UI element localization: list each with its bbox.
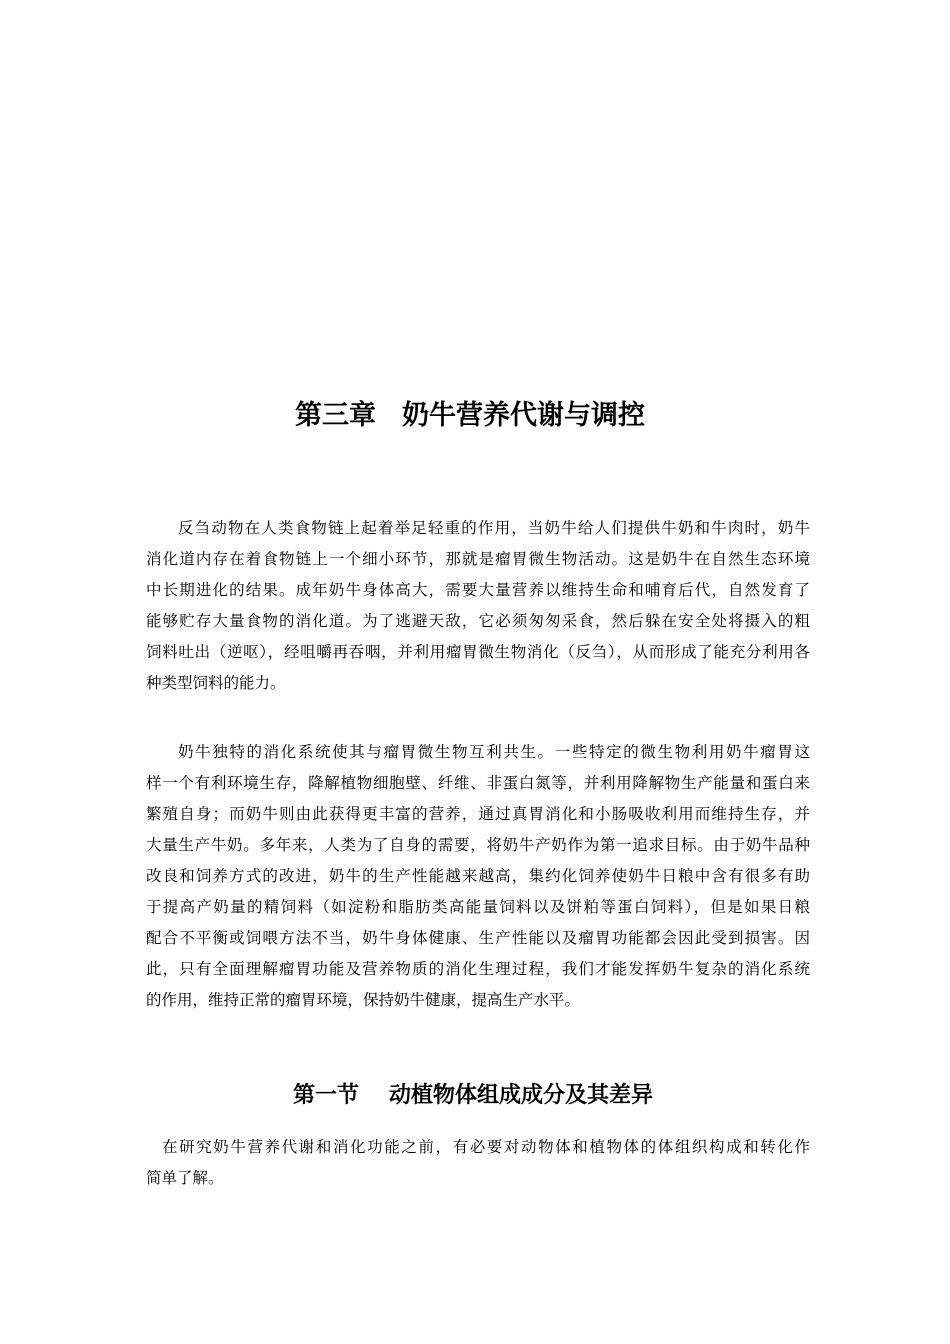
paragraph-line: 能够贮存大量食物的消化道。为了逃避天敌，它必须匆匆采食，然后躲在安全处将摄入的粗 <box>146 612 810 630</box>
paragraph-line: 奶牛独特的消化系统使其与瘤胃微生物互利共生。一些特定的微生物利用奶牛瘤胃这 <box>178 743 810 761</box>
paragraph-line: 在研究奶牛营养代谢和消化功能之前，有必要对动物体和植物体的体组织构成和转化作 <box>162 1138 810 1156</box>
paragraph-line: 饲料吐出（逆呕），经咀嚼再吞咽，并利用瘤胃微生物消化（反刍），从而形成了能充分利用各 <box>146 643 810 661</box>
section-title <box>53 1078 893 1109</box>
chapter-title <box>0 393 940 432</box>
section-name: 动植物体组成成分及其差异 <box>389 1082 654 1108</box>
paragraph-line: 于提高产奶量的精饲料（如淀粉和脂肪类高能量饲料以及饼粕等蛋白饲料），但是如果日粮 <box>146 898 810 916</box>
chapter-name: 奶牛营养代谢与调控 <box>402 400 645 431</box>
paragraph-1 <box>146 513 810 699</box>
paragraph-line: 繁殖自身；而奶牛则由此获得更丰富的营养，通过真胃消化和小肠吸收利用而维持生存，并 <box>146 805 810 823</box>
paragraph-line: 此，只有全面理解瘤胃功能及营养物质的消化生理过程，我们才能发挥奶牛复杂的消化系统 <box>146 960 810 978</box>
paragraph-line: 种类型饲料的能力。 <box>146 674 286 692</box>
paragraph-2 <box>146 737 810 1016</box>
chapter-number: 第三章 <box>295 400 376 431</box>
paragraph-line: 简单了解。 <box>146 1169 224 1187</box>
paragraph-line: 大量生产牛奶。多年来，人类为了自身的需要，将奶牛产奶作为第一追求目标。由于奶牛品种 <box>146 836 810 854</box>
paragraph-line: 改良和饲养方式的改进，奶牛的生产性能越来越高，集约化饲养使奶牛日粮中含有很多有助 <box>146 867 810 885</box>
paragraph-line: 配合不平衡或饲喂方法不当，奶牛身体健康、生产性能以及瘤胃功能都会因此受到损害。因 <box>146 929 810 947</box>
paragraph-3 <box>146 1132 810 1194</box>
paragraph-line: 的作用，维持正常的瘤胃环境，保持奶牛健康，提高生产水平。 <box>146 991 581 1009</box>
paragraph-line: 消化道内存在着食物链上一个细小环节，那就是瘤胃微生物活动。这是奶牛在自然生态环境 <box>146 550 810 568</box>
paragraph-line: 中长期进化的结果。成年奶牛身体高大，需要大量营养以维持生命和哺育后代，自然发育了 <box>146 581 810 599</box>
paragraph-line: 样一个有利环境生存，降解植物细胞壁、纤维、非蛋白氮等，并利用降解物生产能量和蛋白来 <box>146 774 810 792</box>
section-number: 第一节 <box>292 1082 359 1108</box>
paragraph-line: 反刍动物在人类食物链上起着举足轻重的作用，当奶牛给人们提供牛奶和牛肉时，奶牛 <box>178 519 810 537</box>
